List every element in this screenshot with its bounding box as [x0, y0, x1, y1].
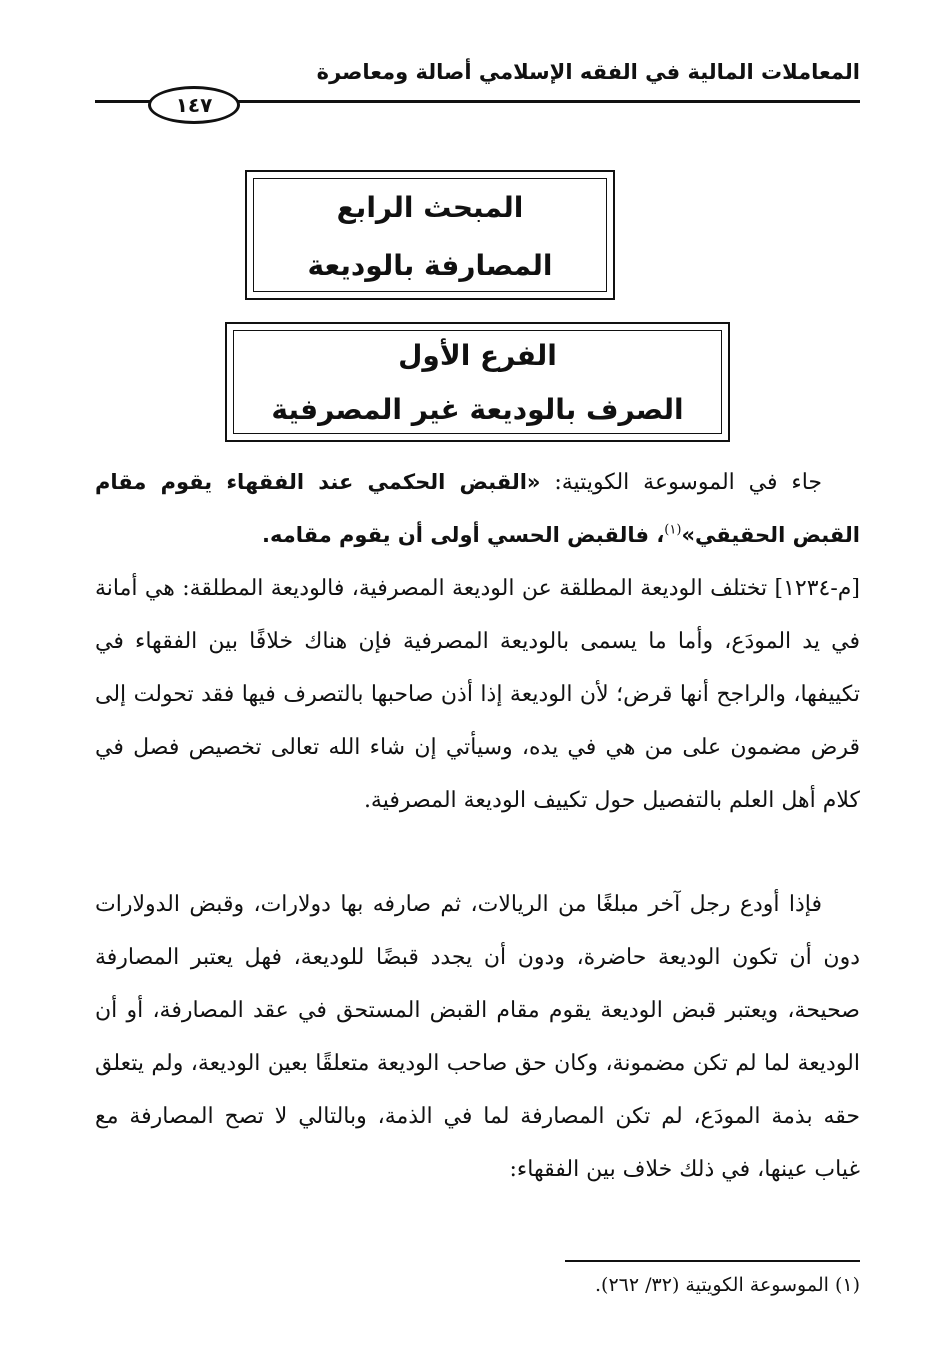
- running-header: المعاملات المالية في الفقه الإسلامي أصالة ومعاصرة: [316, 60, 860, 84]
- paragraph1-conclusion: ، فالقبض الحسي أولى أن يقوم مقامه.: [261, 523, 665, 547]
- page-number: ١٤٧: [148, 86, 240, 124]
- section-subtitle: المصارفة بالوديعة: [307, 249, 553, 282]
- subsection-title-box: [225, 322, 730, 442]
- footnote-text: الموسوعة الكويتية (٣٢/ ٢٦٢).: [595, 1274, 829, 1296]
- paragraph-deposit-types: [م-١٢٣٤] تختلف الوديعة المطلقة عن الوديعة المصرفية، فالوديعة المطلقة: هي أمانة في يد المودَع، وأما ما يسمى بالوديعة المصرفية فإن هناك خلافًا بين الفقهاء في تكييفها، والراجح أنها قرض؛ لأن الوديعة إذا أذن صاحبها بالتصرف فيها فقد تحولت إلى قرض مضمون على من هي في يده، وسيأتي إن شاء الله تعالى تخصيص فصل في كلام أهل العلم بالتفصيل حول تكييف الوديعة المصرفية.: [95, 576, 860, 813]
- footnote-rule: [565, 1260, 860, 1262]
- paragraph1-intro: جاء في الموسوعة الكويتية:: [540, 470, 822, 495]
- paragraph-exchange-question: فإذا أودع رجل آخر مبلغًا من الريالات، ثم صارفه بها دولارات، وقبض الدولارات دون أن تكون الوديعة حاضرة، ودون أن يجدد قبضًا للوديعة، فهل يعتبر المصارفة صحيحة، ويعتبر قبض الوديعة يقوم مقام القبض المستحق في عقد المصارفة، أو أن الوديعة لما لم تكن مضمونة، وكان حق صاحب الوديعة متعلقًا بعين الوديعة، ولم يتعلق حقه بذمة المودَع، لم تكن المصارفة لما في الذمة، وبالتالي لا تصح المصارفة مع غياب عينها، في ذلك خلاف بين الفقهاء:: [95, 892, 860, 1182]
- subsection-subtitle: الصرف بالوديعة غير المصرفية: [271, 393, 684, 426]
- paragraph-encyclopedia-quote: [95, 456, 860, 562]
- section-title-box: [245, 170, 615, 300]
- subsection-title: الفرع الأول: [398, 339, 557, 372]
- section-title: المبحث الرابع: [336, 191, 524, 224]
- footnote-reference[interactable]: (١): [664, 522, 682, 538]
- footnote-number: (١): [834, 1274, 860, 1296]
- footnote: [595, 1274, 860, 1296]
- paragraph1-quote: «القبض الحكمي عند الفقهاء يقوم مقام القبض الحقيقي»: [95, 470, 860, 547]
